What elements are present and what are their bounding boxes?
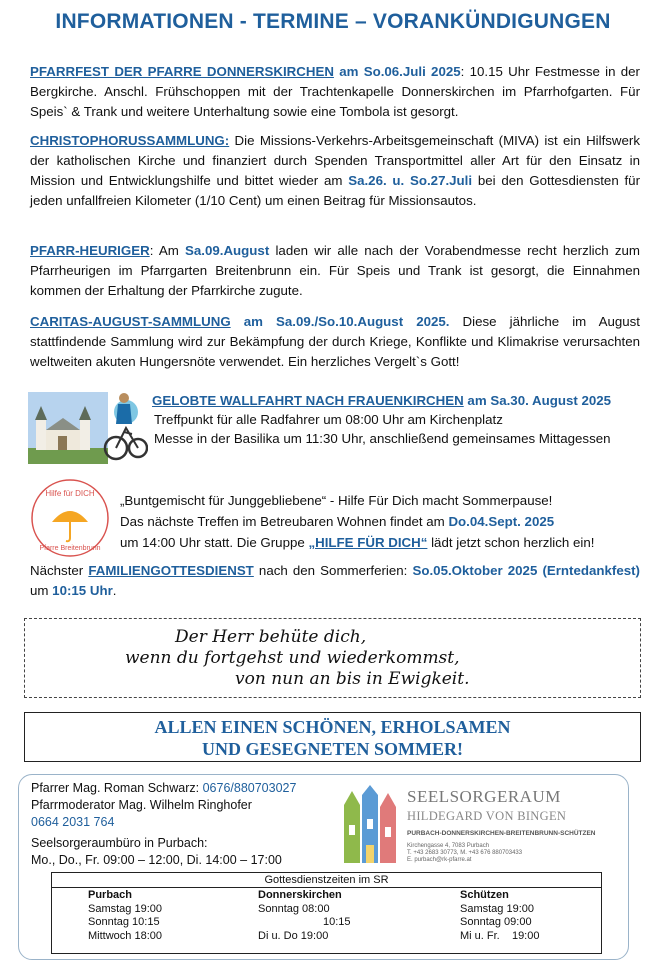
wallfahrt-heading: GELOBTE WALLFAHRT NACH FRAUENKIRCHEN <box>152 393 464 408</box>
pfarrer-line <box>31 781 296 795</box>
summer-greeting-box <box>24 712 641 762</box>
hilfe-line-3-text-b: lädt jetzt schon herzlich ein! <box>427 535 595 550</box>
heuriger-date: Sa.09.August <box>185 243 270 258</box>
donnerskirchen-time: Sonntag 08:00 <box>258 902 330 915</box>
seelsorgeraum-phone: T. +43 2683 30773, M. +43 676 880703433 <box>407 850 523 856</box>
heuriger-heading: PFARR-HEURIGER <box>30 243 150 258</box>
hilfe-date: Do.04.Sept. 2025 <box>448 514 555 529</box>
schuetzen-time: Samstag 19:00 <box>460 902 534 915</box>
seelsorgeraum-places: PURBACH-DONNERSKIRCHEN-BREITENBRUNN-SCHÜTZEN <box>407 830 596 837</box>
basilica-cyclist-image <box>28 392 148 464</box>
wallfahrt-line-1: Treffpunkt für alle Radfahrer um 08:00 Uhr am Kirchenplatz <box>154 412 503 427</box>
familie-date: So.05.Oktober 2025 (Erntedankfest) <box>412 563 640 578</box>
hilfe-line-3 <box>120 532 640 553</box>
pfarrfest-date: am So.06.Juli 2025 <box>339 64 461 79</box>
christophorus-date: Sa.26. u. So.27.Juli <box>348 173 473 188</box>
seelsorgeraum-address: Kirchengasse 4, 7083 Purbach <box>407 843 490 849</box>
caritas-heading: CARITAS-AUGUST-SAMMLUNG <box>30 314 231 329</box>
pfarrer-phone: 0676/880703027 <box>202 781 297 795</box>
hilfe-line-2 <box>120 511 640 532</box>
familie-text-1: Nächster <box>30 563 89 578</box>
hilfe-line-1: „Buntgemischt für Junggebliebene“ - Hilfe Für Dich macht Sommerpause! <box>120 493 553 508</box>
blessing-line-2: wenn du fortgehst und wiederkommst, <box>125 648 460 668</box>
moderator-phone: 0664 2031 764 <box>31 815 115 829</box>
donnerskirchen-heading: Donnerskirchen <box>258 889 342 901</box>
service-times-table <box>51 872 602 954</box>
familie-text-2: nach den Sommerferien: <box>253 563 413 578</box>
purbach-heading: Purbach <box>88 889 133 901</box>
purbach-time: Mittwoch 18:00 <box>88 929 162 942</box>
familie-heading: FAMILIENGOTTESDIENST <box>88 563 254 578</box>
heuriger-paragraph <box>30 241 640 301</box>
pfarrfest-paragraph <box>30 62 640 122</box>
heuriger-text-1: : Am <box>149 243 186 258</box>
summer-line-1: ALLEN EINEN SCHÖNEN, ERHOLSAMEN <box>154 717 511 737</box>
familiengottesdienst-paragraph <box>30 561 640 601</box>
contact-box <box>18 774 629 960</box>
moderator-name: Pfarrmoderator Mag. Wilhelm Ringhofer <box>31 798 252 812</box>
pfarrfest-text: : 10.15 Uhr Festmesse in der Bergkirche. Anschl. Frühschoppen mit der Trachtenkapelle Donnerskirchen im Pfarrhofgarten. Für Speis` & Trank und weitere Unterhaltung sowie eine Tombola ist gesorgt. <box>30 64 640 119</box>
office-label: Seelsorgeraumbüro in Purbach: <box>31 836 208 850</box>
purbach-time: Samstag 19:00 <box>88 902 162 915</box>
hilfe-group-name: „HILFE FÜR DICH“ <box>308 535 428 550</box>
caritas-text: Diese jährliche im August stattfindende Sammlung wird zur Bekämpfung der durch Kriege, Konflikte und Klimakrise verursachten weltweiten akuten Hungersnöte verwendet. Ein herzliches Vergelt`s Gott! <box>30 314 640 369</box>
schuetzen-heading: Schützen <box>460 889 509 901</box>
familie-time: 10:15 Uhr <box>52 583 113 598</box>
blessing-line-1: Der Herr behüte dich, <box>175 627 367 647</box>
wallfahrt-title-line <box>152 391 640 410</box>
donnerskirchen-column <box>258 889 351 943</box>
purbach-column <box>88 889 162 943</box>
service-times-header: Gottesdienstzeiten im SR <box>52 873 601 888</box>
page-title: INFORMATIONEN - TERMINE – VORANKÜNDIGUNGEN <box>55 10 611 33</box>
hilfe-block <box>120 490 640 553</box>
hilfe-fuer-dich-logo <box>30 478 110 558</box>
seelsorgeraum-title: SEELSORGERAUM <box>407 787 561 806</box>
christophorus-text-1: Die Missions-Verkehrs-Arbeitsgemeinschaft (MIVA) ist ein Hilfswerk der katholischen Kirche und finanziert durch Spenden Transportmittel aller Art für den Einsatz in Mission und Entwicklungshilfe und bittet wieder am <box>30 133 640 188</box>
heuriger-text-2: laden wir alle nach der Vorabendmesse recht herzlich zum Pfarrheurigen im Pfarrgarten Breitenbrunn ein. Für Speis und Trank ist gesorgt, die Einnahmen kommen der Erhaltung der Pfarrkirche zugute. <box>30 243 640 298</box>
christophorus-heading: CHRISTOPHORUSSAMMLUNG: <box>30 133 230 148</box>
purbach-time: Sonntag 10:15 <box>88 916 160 928</box>
schuetzen-time: Sonntag 09:00 <box>460 916 532 928</box>
schuetzen-time: Mi u. Fr. 19:00 <box>460 929 540 942</box>
donnerskirchen-time: Di u. Do 19:00 <box>258 929 329 942</box>
christophorus-text-2: bei den Gottesdiensten für jeden unfallfreien Kilometer (1/10 Cent) um einen Beitrag für Missionsautos. <box>30 173 640 208</box>
familie-text-3: um <box>30 583 53 598</box>
seelsorgeraum-email: E. purbach@rk-pfarre.at <box>407 857 472 863</box>
pfarrer-name: Pfarrer Mag. Roman Schwarz: <box>31 781 203 795</box>
seelsorgeraum-subtitle: HILDEGARD VON BINGEN <box>407 809 567 823</box>
pfarrfest-heading: PFARRFEST DER PFARRE DONNERSKIRCHEN <box>30 64 334 79</box>
hilfe-line-3-text-a: um 14:00 Uhr statt. Die Gruppe <box>120 535 309 550</box>
caritas-date: am Sa.09./So.10.August 2025. <box>230 314 450 329</box>
wallfahrt-date: am Sa.30. August 2025 <box>463 393 612 408</box>
familie-text-4: . <box>112 583 117 598</box>
caritas-paragraph <box>30 312 640 372</box>
seelsorgeraum-logo <box>342 785 398 865</box>
office-hours: Mo., Do., Fr. 09:00 – 12:00, Di. 14:00 – 17:00 <box>31 853 282 867</box>
wallfahrt-block <box>152 391 640 448</box>
schuetzen-column <box>460 889 539 943</box>
summer-line-2: UND GESEGNETEN SOMMER! <box>201 739 464 759</box>
blessing-box <box>24 618 641 698</box>
wallfahrt-line-2: Messe in der Basilika um 11:30 Uhr, anschließend gemeinsames Mittagessen <box>154 431 611 446</box>
christophorus-paragraph <box>30 131 640 211</box>
hilfe-logo-bottom-text: Pfarre Breitenbrunn <box>39 545 101 552</box>
blessing-line-3: von nun an bis in Ewigkeit. <box>235 669 470 689</box>
hilfe-line-2-text: Das nächste Treffen im Betreubaren Wohnen findet am <box>120 514 449 529</box>
donnerskirchen-time: 10:15 <box>323 916 351 928</box>
hilfe-logo-top-text: Hilfe für DICH <box>45 489 95 498</box>
